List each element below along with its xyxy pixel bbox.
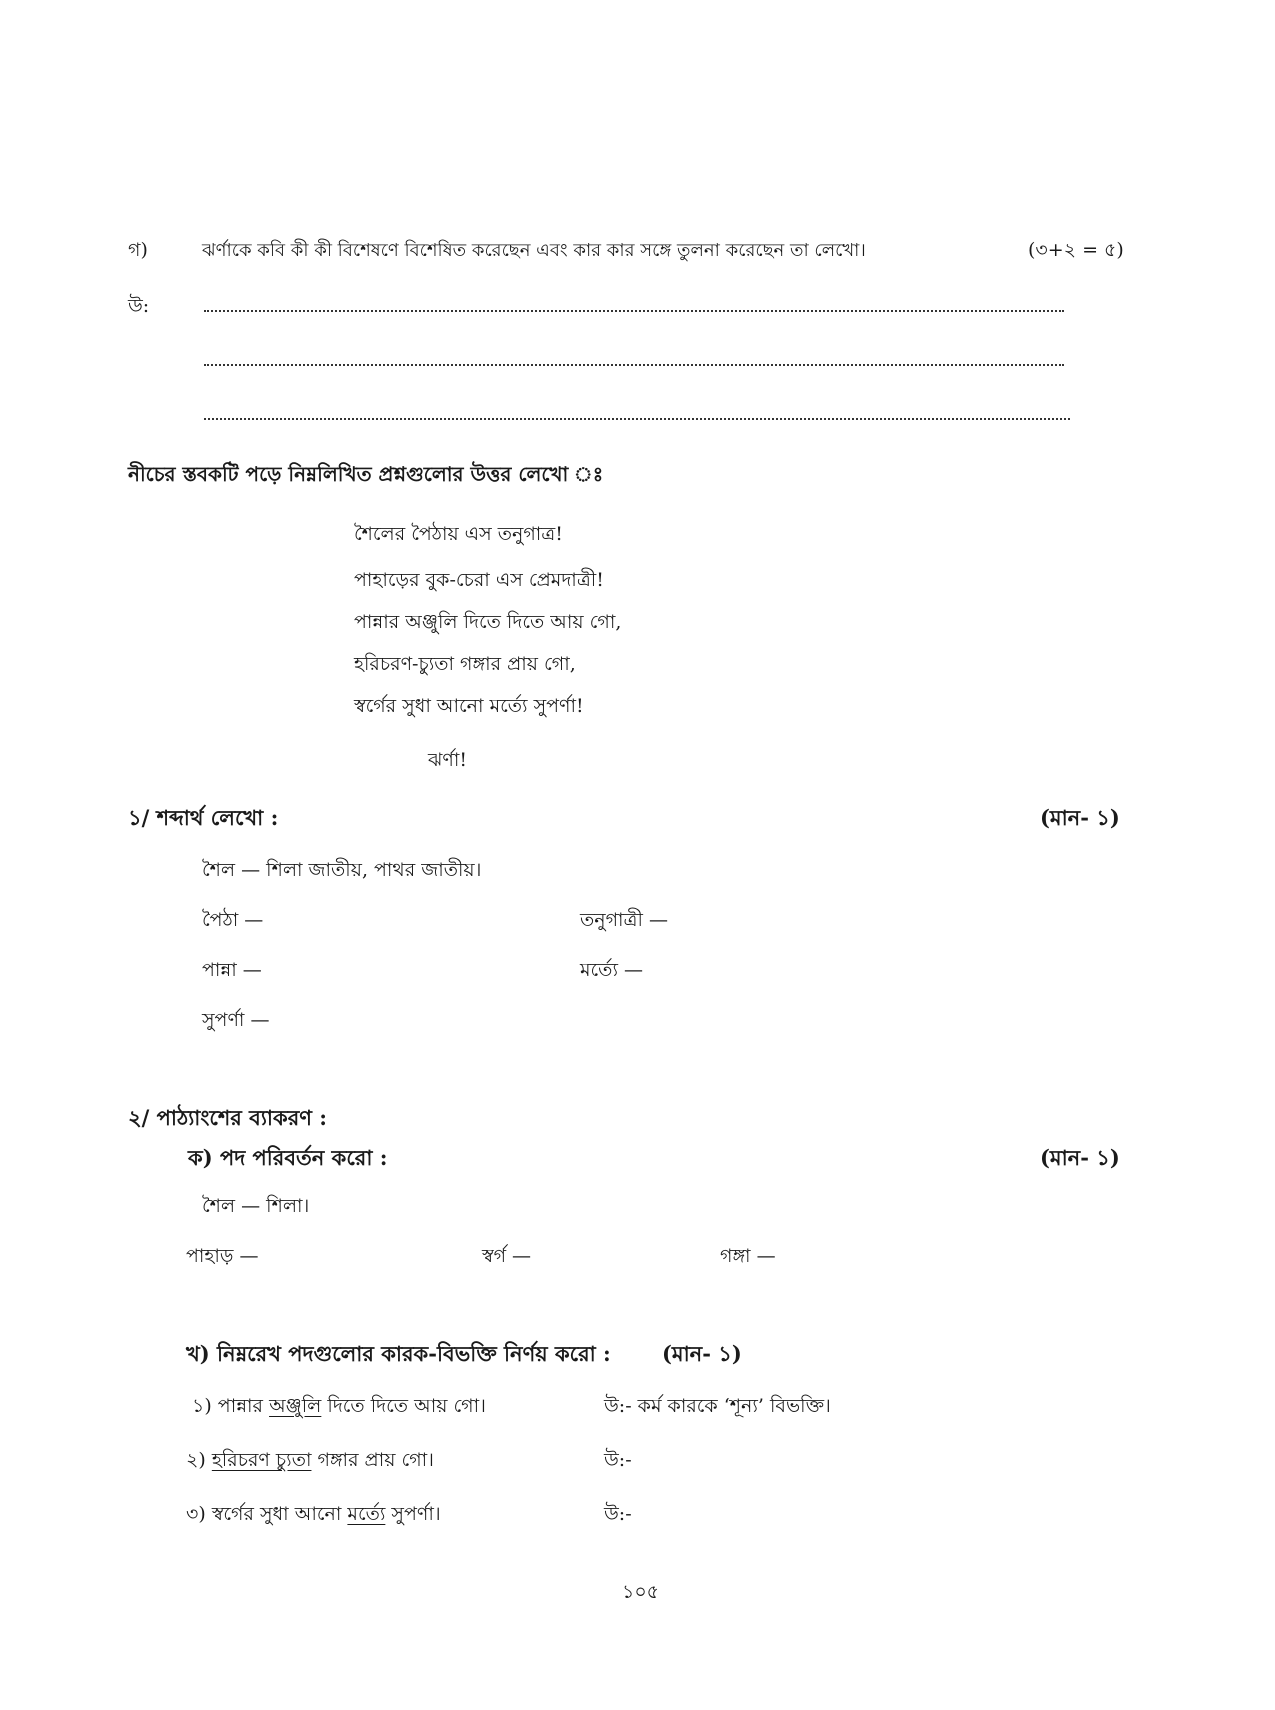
underlined-word: মর্ত্যে bbox=[347, 1503, 386, 1525]
stanza-closing: ঝর্ণা! bbox=[428, 749, 468, 771]
item-number: ২) bbox=[186, 1449, 206, 1471]
grammar-item bbox=[186, 1500, 441, 1532]
word-item: তনুগাত্রী — bbox=[580, 909, 668, 931]
word-item: পৈঠা — bbox=[202, 909, 264, 931]
stanza-line: শৈলের পৈঠায় এস তনুগাত্র! bbox=[354, 523, 563, 545]
answer-label: উ: bbox=[128, 295, 150, 317]
word-item: পান্না — bbox=[202, 959, 262, 981]
answer-line-3[interactable] bbox=[204, 418, 1070, 420]
instruction-heading: নীচের স্তবকটি পড়ে নিম্নলিখিত প্রশ্নগুলোর উত্তর লেখো ঃ bbox=[128, 462, 604, 486]
part-a-example: শৈল — শিলা। bbox=[202, 1195, 310, 1217]
item-number: ৩) bbox=[186, 1503, 206, 1525]
item-text-post: দিতে দিতে আয় গো। bbox=[321, 1395, 486, 1417]
section1-title: ১/ শব্দার্থ লেখো : bbox=[128, 805, 279, 830]
question-marks: (৩+২ = ৫) bbox=[1028, 239, 1124, 261]
question-text: ঝর্ণাকে কবি কী কী বিশেষণে বিশেষিত করেছেন এবং কার কার সঙ্গে তুলনা করেছেন তা লেখো। bbox=[202, 240, 866, 261]
part-a-word: পাহাড় — bbox=[186, 1245, 259, 1267]
item-answer: উ:- কর্ম কারকে ‘শূন্য’ বিভক্তি। bbox=[604, 1395, 831, 1417]
part-a-marks: (মান- ১) bbox=[1040, 1145, 1120, 1170]
item-text-pre: স্বর্গের সুধা আনো bbox=[211, 1503, 348, 1525]
word-item: মর্ত্যে — bbox=[580, 959, 643, 981]
part-b-title: খ) নিম্নরেখ পদগুলোর কারক-বিভক্তি নির্ণয় করো : bbox=[186, 1341, 611, 1366]
grammar-item bbox=[186, 1446, 434, 1478]
answer-line-2[interactable] bbox=[204, 364, 1064, 366]
question-label: গ) bbox=[128, 239, 148, 261]
item-answer: উ:- bbox=[604, 1449, 632, 1471]
grammar-item bbox=[192, 1392, 486, 1424]
part-a-title: ক) পদ পরিবর্তন করো : bbox=[188, 1145, 388, 1170]
underlined-word: হরিচরণ চ্যুতা bbox=[211, 1449, 312, 1471]
page-number: ১০৫ bbox=[622, 1581, 660, 1603]
item-text-post: সুপর্ণা। bbox=[385, 1503, 441, 1525]
stanza-line: হরিচরণ-চ্যুতা গঙ্গার প্রায় গো, bbox=[354, 653, 576, 675]
stanza-line: পান্নার অঞ্জুলি দিতে দিতে আয় গো, bbox=[354, 611, 622, 633]
section1-example: শৈল — শিলা জাতীয়, পাথর জাতীয়। bbox=[202, 859, 482, 881]
word-item: সুপর্ণা — bbox=[202, 1009, 270, 1031]
section1-marks: (মান- ১) bbox=[1040, 805, 1120, 830]
item-answer: উ:- bbox=[604, 1503, 632, 1525]
stanza-line: পাহাড়ের বুক-চেরা এস প্রেমদাত্রী! bbox=[354, 569, 604, 591]
item-text-pre: পান্নার bbox=[217, 1395, 270, 1417]
section2-title: ২/ পাঠ্যাংশের ব্যাকরণ : bbox=[128, 1105, 328, 1130]
item-number: ১) bbox=[192, 1395, 212, 1417]
stanza-line: স্বর্গের সুধা আনো মর্ত্যে সুপর্ণা! bbox=[354, 695, 584, 717]
part-b-marks: (মান- ১) bbox=[662, 1341, 742, 1366]
answer-line-1[interactable] bbox=[204, 310, 1064, 312]
part-a-word: স্বর্গ — bbox=[482, 1245, 532, 1267]
underlined-word: অঞ্জুলি bbox=[269, 1395, 322, 1417]
part-a-word: গঙ্গা — bbox=[720, 1245, 776, 1267]
item-text-post: গঙ্গার প্রায় গো। bbox=[311, 1449, 434, 1471]
